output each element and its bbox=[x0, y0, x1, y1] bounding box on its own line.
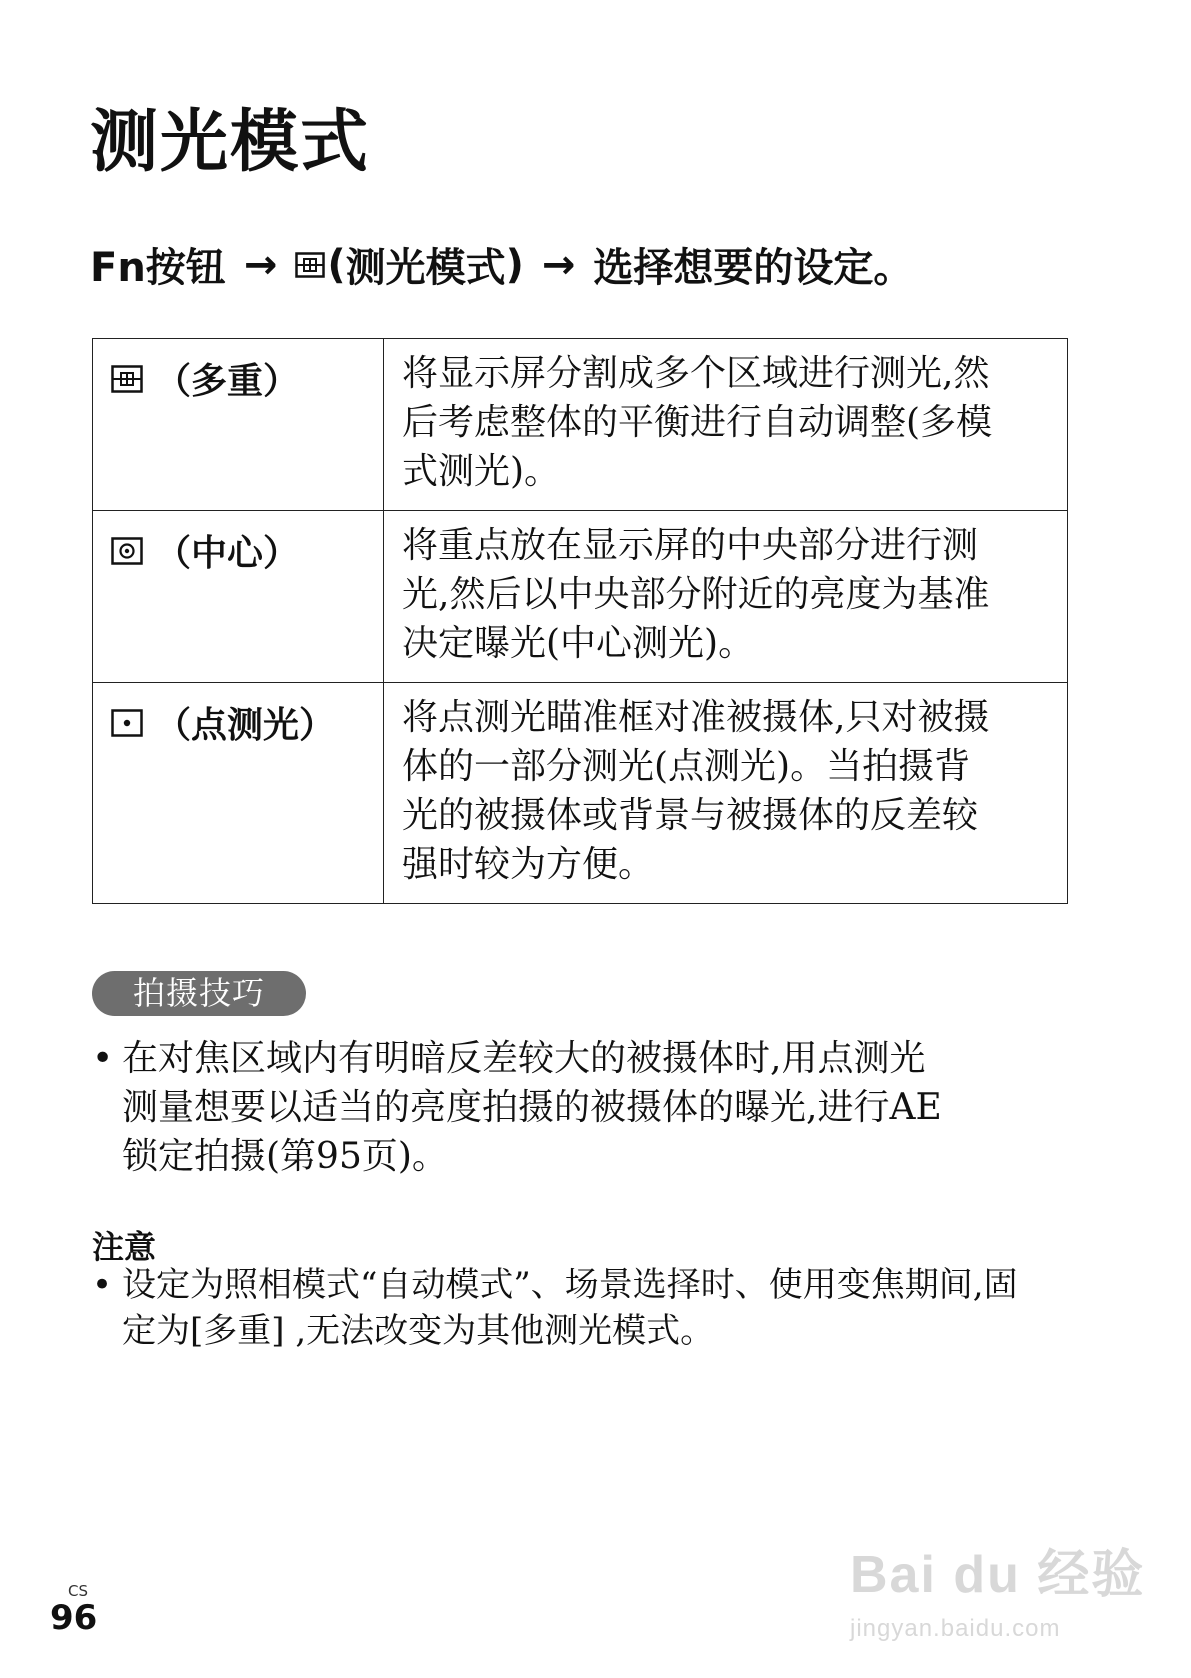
instruction-line bbox=[90, 236, 913, 293]
page-number: 96 bbox=[50, 1598, 98, 1638]
mode-description bbox=[384, 683, 1068, 904]
mode-cell-center bbox=[93, 511, 384, 683]
baidu-watermark bbox=[850, 1532, 1145, 1643]
description-line: 将点测光瞄准框对准被摄体,只对被摄 bbox=[402, 697, 990, 738]
table-row bbox=[93, 339, 1068, 511]
tips-line: 在对焦区域内有明暗反差较大的被摄体时,用点测光 bbox=[122, 1038, 926, 1079]
description-line: 强时较为方便。 bbox=[402, 844, 655, 885]
description-line: 后考虑整体的平衡进行自动调整(多模 bbox=[402, 402, 993, 443]
watermark-url: jingyan.baidu.com bbox=[850, 1615, 1061, 1642]
instruction-end-text: 选择想要的设定。 bbox=[593, 245, 914, 291]
description-line: 式测光)。 bbox=[402, 451, 561, 492]
arrow-1: → bbox=[243, 241, 278, 288]
metering-mode-label: 测光模式 bbox=[345, 245, 506, 291]
mode-label: （多重） bbox=[155, 361, 300, 402]
description-line: 光,然后以中央部分附近的亮度为基准 bbox=[402, 574, 990, 615]
close-paren: ) bbox=[505, 241, 524, 288]
description-line: 决定曝光(中心测光)。 bbox=[402, 623, 755, 664]
tips-text bbox=[122, 1034, 942, 1181]
description-line: 光的被摄体或背景与被摄体的反差较 bbox=[402, 795, 979, 836]
fn-button-label: Fn按钮 bbox=[90, 245, 226, 291]
tips-bullet bbox=[92, 1034, 1082, 1181]
table-row bbox=[93, 511, 1068, 683]
tips-line: 测量想要以适当的亮度拍摄的被摄体的曝光,进行AE bbox=[122, 1087, 942, 1128]
arrow-2: → bbox=[541, 241, 576, 288]
note-text bbox=[122, 1262, 1018, 1354]
mode-label: （中心） bbox=[155, 533, 300, 574]
bullet-dot: • bbox=[92, 1265, 113, 1305]
description-line: 体的一部分测光(点测光)。当拍摄背 bbox=[402, 746, 971, 787]
multi-metering-icon bbox=[111, 365, 143, 393]
note-heading: 注意 bbox=[92, 1228, 157, 1266]
mode-cell-spot bbox=[93, 683, 384, 904]
spot-metering-icon bbox=[111, 709, 143, 737]
note-line: 设定为照相模式“自动模式”、场景选择时、使用变焦期间,固 bbox=[122, 1265, 1018, 1305]
description-line: 将显示屏分割成多个区域进行测光,然 bbox=[402, 353, 990, 394]
tips-badge: 拍摄技巧 bbox=[92, 971, 306, 1016]
tips-line: 锁定拍摄(第95页)。 bbox=[122, 1136, 448, 1177]
table-row bbox=[93, 683, 1068, 904]
note-line: 定为[多重] ,无法改变为其他测光模式。 bbox=[122, 1311, 715, 1351]
mode-cell-multi bbox=[93, 339, 384, 511]
page-title: 测光模式 bbox=[90, 103, 371, 182]
mode-description bbox=[384, 339, 1068, 511]
watermark-main: Bai du 经验 bbox=[850, 1546, 1146, 1604]
metering-modes-table bbox=[92, 338, 1068, 904]
mode-label: （点测光） bbox=[155, 705, 336, 746]
description-line: 将重点放在显示屏的中央部分进行测 bbox=[402, 525, 979, 566]
open-paren: ( bbox=[327, 241, 346, 288]
multi-metering-icon bbox=[295, 252, 325, 278]
note-bullet bbox=[92, 1262, 1082, 1354]
page-language-code: CS bbox=[68, 1582, 88, 1600]
mode-description bbox=[384, 511, 1068, 683]
bullet-dot: • bbox=[92, 1038, 114, 1079]
center-metering-icon bbox=[111, 537, 143, 565]
